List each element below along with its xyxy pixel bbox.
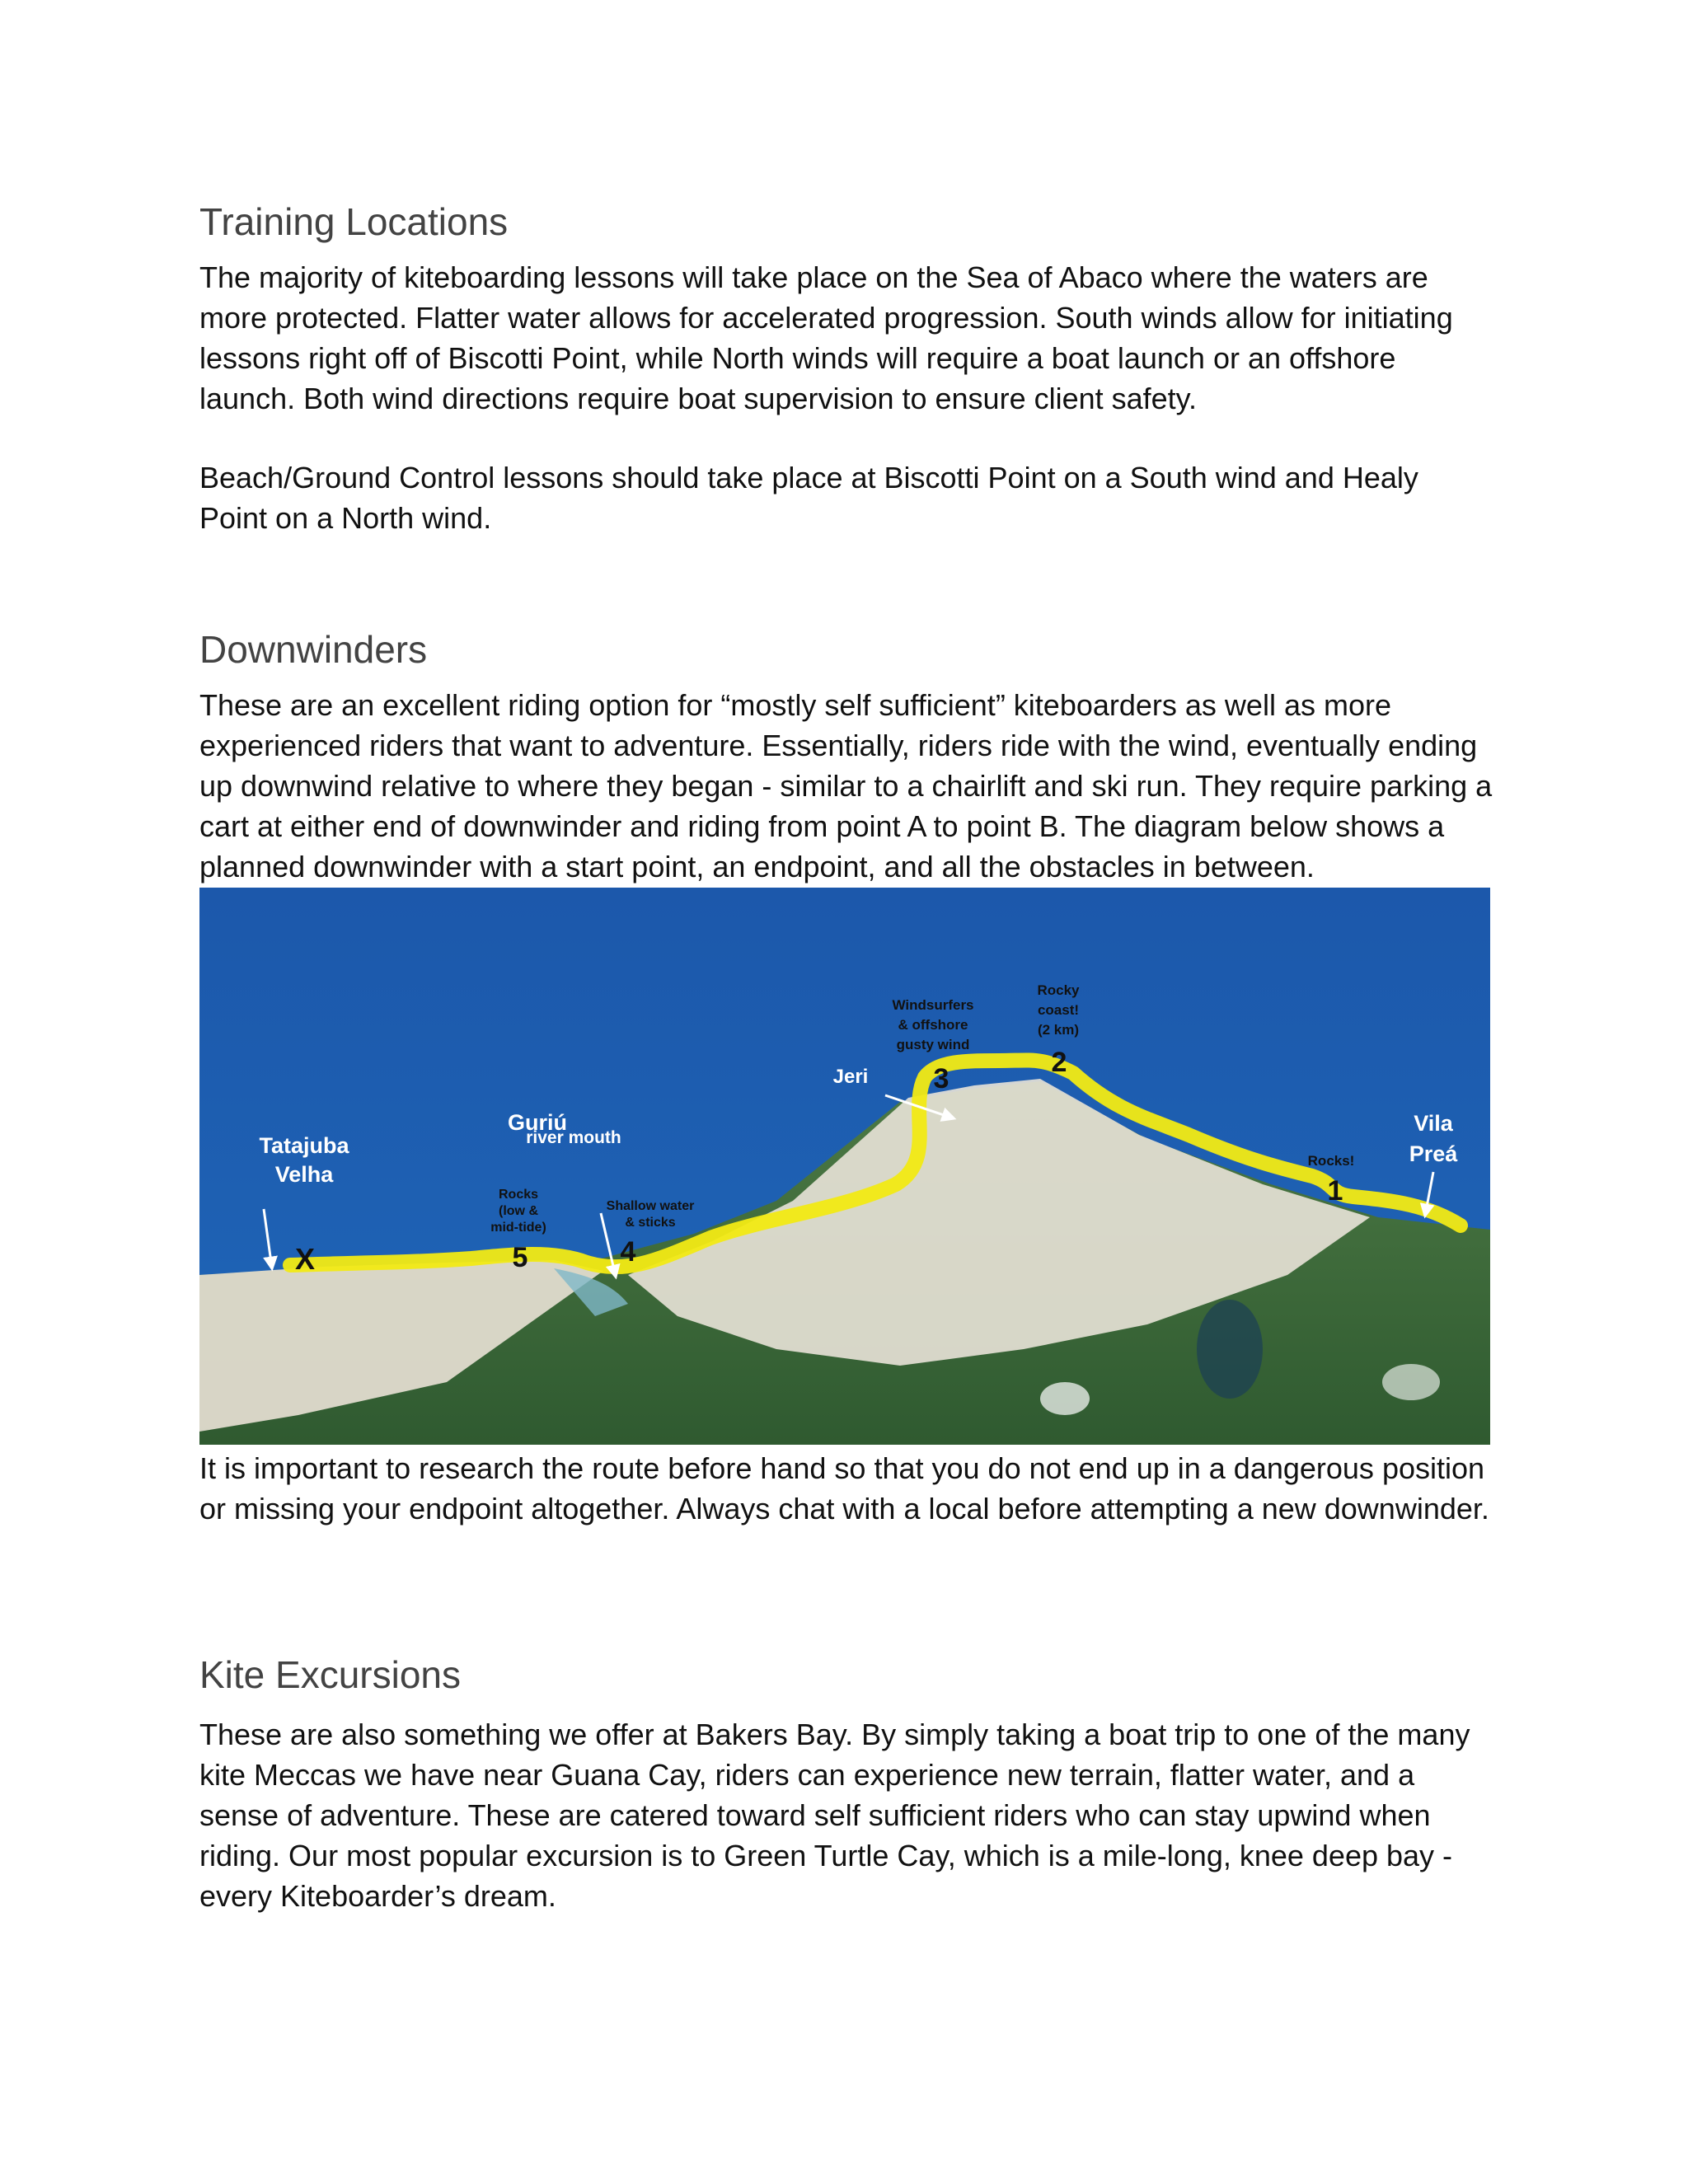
- heading-kite-excursions: Kite Excursions: [199, 1653, 462, 1696]
- note-rocks-5-line3: mid-tide): [490, 1221, 546, 1235]
- training-paragraph-1: The majority of kiteboarding lessons will take place on the Sea of Abaco where the waters are more protected. Flatter water allows for accelerated progression. South winds allow for initiating lessons right off of Biscotti Point, while North winds will require a boat launch or an offshore launch. Both wind directions require boat supervision to ensure client safety.: [199, 260, 1453, 415]
- excursions-paragraph-1: These are also something we offer at Bakers Bay. By simply taking a boat trip to one of the many kite Meccas we have near Guana Cay, riders can experience new terrain, flatter water, and a sense of adventure. These are catered toward self sufficient riders who can stay upwind when riding. Our most popular excursion is to Green Turtle Cay, which is a mile-long, knee deep bay - every Kiteboarder’s dream.: [199, 1718, 1470, 1913]
- note-windsurfers-line2: & offshore: [898, 1017, 968, 1033]
- label-prea: Preá: [1409, 1141, 1458, 1166]
- downwinders-paragraph-2: It is important to research the route before hand so that you do not end up in a dangerous position or missing your endpoint altogether. Always chat with a local before attempting a new downwinder.: [199, 1451, 1489, 1526]
- map-image: [199, 888, 1490, 1445]
- cloud: [1040, 1382, 1090, 1415]
- label-guriu: Guriú: [508, 1110, 567, 1135]
- downwinders-paragraph-1: These are an excellent riding option for “mostly self sufficient” kiteboarders as well as more experienced riders that want to adventure. Essentially, riders ride with the wind, eventually ending up downwind relative to where they began - similar to a chairlift and ski run. They require parking a cart at either end of downwinder and riding from point A to point B. The diagram below shows a planned downwinder with a start point, an endpoint, and all the obstacles in between.: [199, 688, 1493, 883]
- label-river-mouth: river mouth: [526, 1128, 621, 1147]
- cloud: [1382, 1364, 1440, 1400]
- note-windsurfers-line1: Windsurfers: [892, 997, 974, 1013]
- label-velha: Velha: [274, 1162, 334, 1187]
- note-rocks-5-line1: Rocks: [498, 1188, 539, 1202]
- marker-3: 3: [933, 1063, 950, 1094]
- note-rocky-line1: Rocky: [1037, 982, 1080, 998]
- marker-2: 2: [1051, 1047, 1067, 1078]
- note-shallow-line1: Shallow water: [606, 1199, 695, 1213]
- note-rocks-1: Rocks!: [1307, 1153, 1355, 1169]
- lagoon: [1197, 1300, 1263, 1399]
- note-windsurfers-line3: gusty wind: [896, 1037, 970, 1052]
- downwinder-route-map: [199, 888, 1490, 1445]
- label-jeri: Jeri: [832, 1066, 869, 1088]
- note-shallow-line2: & sticks: [625, 1216, 676, 1230]
- note-rocky-line2: coast!: [1037, 1002, 1080, 1018]
- marker-5: 5: [512, 1242, 528, 1273]
- heading-training-locations: Training Locations: [199, 200, 509, 243]
- marker-start-x: X: [294, 1242, 316, 1276]
- note-rocky-line3: (2 km): [1037, 1022, 1080, 1038]
- label-tatajuba: Tatajuba: [259, 1133, 349, 1158]
- marker-4: 4: [620, 1236, 636, 1268]
- note-rocks-5-line2: (low &: [499, 1204, 538, 1218]
- heading-downwinders: Downwinders: [199, 628, 428, 671]
- label-vila: Vila: [1414, 1111, 1453, 1136]
- marker-1: 1: [1327, 1175, 1343, 1207]
- training-paragraph-2: Beach/Ground Control lessons should take place at Biscotti Point on a South wind and Healy Point on a North wind.: [199, 461, 1418, 535]
